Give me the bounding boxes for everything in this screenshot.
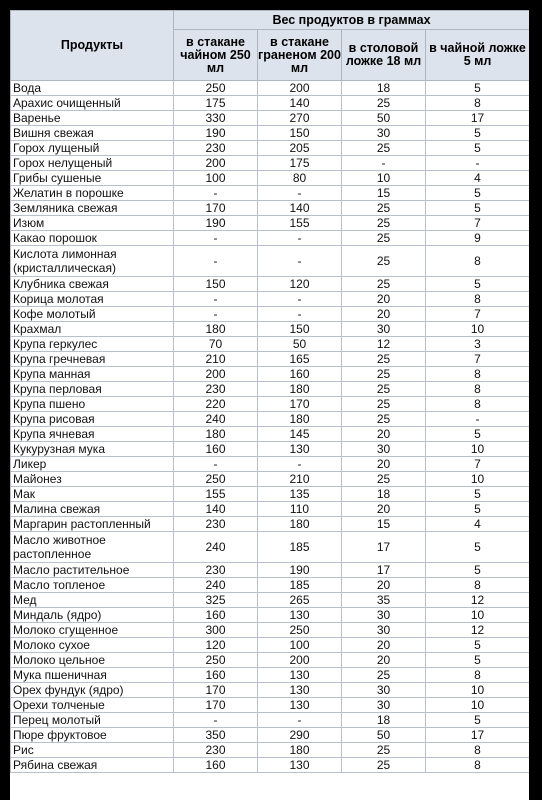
table-row bbox=[11, 487, 530, 502]
tea-glass-cell: 120 bbox=[174, 638, 258, 653]
teaspoon-cell: 7 bbox=[426, 457, 530, 472]
tablespoon-cell: 18 bbox=[342, 81, 426, 96]
product-name-cell: Молоко сгущенное bbox=[11, 623, 174, 638]
table-row bbox=[11, 502, 530, 517]
faceted-glass-cell: 140 bbox=[258, 201, 342, 216]
tea-glass-cell: 190 bbox=[174, 126, 258, 141]
teaspoon-cell: 17 bbox=[426, 111, 530, 126]
product-name-cell: Изюм bbox=[11, 216, 174, 231]
product-name-cell: Горох лущеный bbox=[11, 141, 174, 156]
tea-glass-cell: 170 bbox=[174, 201, 258, 216]
faceted-glass-cell: 130 bbox=[258, 668, 342, 683]
faceted-glass-cell: 130 bbox=[258, 608, 342, 623]
teaspoon-cell: 3 bbox=[426, 337, 530, 352]
teaspoon-cell: 5 bbox=[426, 487, 530, 502]
faceted-glass-cell: 200 bbox=[258, 81, 342, 96]
product-name-cell: Орехи толченые bbox=[11, 698, 174, 713]
faceted-glass-cell: 185 bbox=[258, 532, 342, 563]
teaspoon-cell: 12 bbox=[426, 593, 530, 608]
table-row bbox=[11, 186, 530, 201]
tea-glass-cell: - bbox=[174, 231, 258, 246]
tea-glass-cell: - bbox=[174, 246, 258, 277]
tea-glass-cell: - bbox=[174, 457, 258, 472]
tablespoon-cell: 25 bbox=[342, 382, 426, 397]
product-name-cell: Маргарин растопленный bbox=[11, 517, 174, 532]
tea-glass-cell: - bbox=[174, 307, 258, 322]
table-row bbox=[11, 683, 530, 698]
product-name-cell: Вишня свежая bbox=[11, 126, 174, 141]
teaspoon-cell: 5 bbox=[426, 563, 530, 578]
tablespoon-cell: 20 bbox=[342, 307, 426, 322]
teaspoon-cell: 7 bbox=[426, 352, 530, 367]
tea-glass-cell: 350 bbox=[174, 728, 258, 743]
teaspoon-cell: 8 bbox=[426, 292, 530, 307]
faceted-glass-cell: 270 bbox=[258, 111, 342, 126]
tea-glass-cell: 150 bbox=[174, 277, 258, 292]
product-name-cell: Рябина свежая bbox=[11, 758, 174, 773]
tablespoon-cell: 25 bbox=[342, 397, 426, 412]
table-row bbox=[11, 578, 530, 593]
product-name-cell: Ликер bbox=[11, 457, 174, 472]
faceted-glass-cell: - bbox=[258, 713, 342, 728]
faceted-glass-cell: 155 bbox=[258, 216, 342, 231]
table-row bbox=[11, 427, 530, 442]
faceted-glass-cell: 130 bbox=[258, 683, 342, 698]
table-row bbox=[11, 593, 530, 608]
tablespoon-cell: 30 bbox=[342, 698, 426, 713]
table-row bbox=[11, 367, 530, 382]
tea-glass-cell: - bbox=[174, 186, 258, 201]
product-name-cell: Масло растительное bbox=[11, 563, 174, 578]
faceted-glass-cell: 100 bbox=[258, 638, 342, 653]
product-name-cell: Желатин в порошке bbox=[11, 186, 174, 201]
tea-glass-cell: 250 bbox=[174, 653, 258, 668]
tablespoon-cell: 25 bbox=[342, 352, 426, 367]
tea-glass-cell: 100 bbox=[174, 171, 258, 186]
table-row bbox=[11, 442, 530, 457]
header-products: Продукты bbox=[11, 11, 174, 81]
teaspoon-cell: 8 bbox=[426, 758, 530, 773]
faceted-glass-cell: 205 bbox=[258, 141, 342, 156]
product-name-cell: Крахмал bbox=[11, 322, 174, 337]
teaspoon-cell: 5 bbox=[426, 713, 530, 728]
tea-glass-cell: 230 bbox=[174, 743, 258, 758]
teaspoon-cell: 10 bbox=[426, 683, 530, 698]
product-name-cell: Крупа перловая bbox=[11, 382, 174, 397]
table-row bbox=[11, 397, 530, 412]
tablespoon-cell: 30 bbox=[342, 683, 426, 698]
teaspoon-cell: 4 bbox=[426, 517, 530, 532]
faceted-glass-cell: 150 bbox=[258, 126, 342, 141]
tablespoon-cell: 20 bbox=[342, 502, 426, 517]
faceted-glass-cell: 130 bbox=[258, 698, 342, 713]
table-row bbox=[11, 517, 530, 532]
tablespoon-cell: 25 bbox=[342, 412, 426, 427]
tea-glass-cell: 170 bbox=[174, 683, 258, 698]
tablespoon-cell: 25 bbox=[342, 246, 426, 277]
tablespoon-cell: 18 bbox=[342, 713, 426, 728]
tea-glass-cell: 210 bbox=[174, 352, 258, 367]
table-row bbox=[11, 638, 530, 653]
tablespoon-cell: 25 bbox=[342, 743, 426, 758]
product-name-cell: Майонез bbox=[11, 472, 174, 487]
table-row bbox=[11, 623, 530, 638]
tea-glass-cell: 220 bbox=[174, 397, 258, 412]
teaspoon-cell: 8 bbox=[426, 743, 530, 758]
teaspoon-cell: 5 bbox=[426, 653, 530, 668]
tablespoon-cell: 18 bbox=[342, 487, 426, 502]
teaspoon-cell: 8 bbox=[426, 382, 530, 397]
product-name-cell: Пюре фруктовое bbox=[11, 728, 174, 743]
faceted-glass-cell: 140 bbox=[258, 96, 342, 111]
table-row bbox=[11, 457, 530, 472]
tea-glass-cell: 240 bbox=[174, 412, 258, 427]
product-name-cell: Корица молотая bbox=[11, 292, 174, 307]
table-row bbox=[11, 231, 530, 246]
product-name-cell: Молоко цельное bbox=[11, 653, 174, 668]
tablespoon-cell: 30 bbox=[342, 442, 426, 457]
product-name-cell: Рис bbox=[11, 743, 174, 758]
table-row bbox=[11, 292, 530, 307]
product-name-cell: Крупа гречневая bbox=[11, 352, 174, 367]
table-row bbox=[11, 126, 530, 141]
product-name-cell: Миндаль (ядро) bbox=[11, 608, 174, 623]
tablespoon-cell: 20 bbox=[342, 427, 426, 442]
table-row bbox=[11, 111, 530, 126]
table-row bbox=[11, 337, 530, 352]
faceted-glass-cell: 190 bbox=[258, 563, 342, 578]
teaspoon-cell: 10 bbox=[426, 608, 530, 623]
teaspoon-cell: 5 bbox=[426, 277, 530, 292]
tablespoon-cell: 15 bbox=[342, 186, 426, 201]
tablespoon-cell: 20 bbox=[342, 578, 426, 593]
table-row bbox=[11, 171, 530, 186]
tea-glass-cell: 240 bbox=[174, 532, 258, 563]
tea-glass-cell: 300 bbox=[174, 623, 258, 638]
teaspoon-cell: 9 bbox=[426, 231, 530, 246]
table-row bbox=[11, 728, 530, 743]
product-name-cell: Вода bbox=[11, 81, 174, 96]
header-weight-group: Вес продуктов в граммах bbox=[174, 11, 530, 30]
tablespoon-cell: 35 bbox=[342, 593, 426, 608]
header-tea-glass: в стакане чайном 250 мл bbox=[174, 30, 258, 81]
product-name-cell: Крупа манная bbox=[11, 367, 174, 382]
teaspoon-cell: 5 bbox=[426, 532, 530, 563]
product-weights-table bbox=[10, 10, 529, 773]
faceted-glass-cell: 180 bbox=[258, 412, 342, 427]
table-row bbox=[11, 698, 530, 713]
faceted-glass-cell: 180 bbox=[258, 382, 342, 397]
document-frame bbox=[10, 10, 529, 800]
tablespoon-cell: 50 bbox=[342, 111, 426, 126]
tea-glass-cell: 155 bbox=[174, 487, 258, 502]
product-name-cell: Мед bbox=[11, 593, 174, 608]
tea-glass-cell: 230 bbox=[174, 141, 258, 156]
faceted-glass-cell: - bbox=[258, 307, 342, 322]
faceted-glass-cell: 265 bbox=[258, 593, 342, 608]
faceted-glass-cell: - bbox=[258, 292, 342, 307]
teaspoon-cell: 4 bbox=[426, 171, 530, 186]
teaspoon-cell: - bbox=[426, 156, 530, 171]
tablespoon-cell: 17 bbox=[342, 532, 426, 563]
tablespoon-cell: 17 bbox=[342, 563, 426, 578]
tea-glass-cell: 170 bbox=[174, 698, 258, 713]
table-row bbox=[11, 472, 530, 487]
product-name-cell: Клубника свежая bbox=[11, 277, 174, 292]
product-name-cell: Масло животное растопленное bbox=[11, 532, 174, 563]
tea-glass-cell: 230 bbox=[174, 382, 258, 397]
product-name-cell: Крупа рисовая bbox=[11, 412, 174, 427]
faceted-glass-cell: - bbox=[258, 246, 342, 277]
product-name-cell: Масло топленое bbox=[11, 578, 174, 593]
faceted-glass-cell: 135 bbox=[258, 487, 342, 502]
faceted-glass-cell: 50 bbox=[258, 337, 342, 352]
product-name-cell: Мука пшеничная bbox=[11, 668, 174, 683]
table-row bbox=[11, 743, 530, 758]
tablespoon-cell: 25 bbox=[342, 216, 426, 231]
table-row bbox=[11, 713, 530, 728]
faceted-glass-cell: - bbox=[258, 186, 342, 201]
tablespoon-cell: 30 bbox=[342, 322, 426, 337]
teaspoon-cell: - bbox=[426, 412, 530, 427]
teaspoon-cell: 5 bbox=[426, 126, 530, 141]
teaspoon-cell: 8 bbox=[426, 367, 530, 382]
table-row bbox=[11, 277, 530, 292]
product-name-cell: Молоко сухое bbox=[11, 638, 174, 653]
teaspoon-cell: 10 bbox=[426, 442, 530, 457]
product-name-cell: Грибы сушеные bbox=[11, 171, 174, 186]
teaspoon-cell: 10 bbox=[426, 472, 530, 487]
table-row bbox=[11, 653, 530, 668]
tablespoon-cell: 25 bbox=[342, 668, 426, 683]
tea-glass-cell: 240 bbox=[174, 578, 258, 593]
header-faceted-glass: в стакане граненом 200 мл bbox=[258, 30, 342, 81]
faceted-glass-cell: 130 bbox=[258, 758, 342, 773]
faceted-glass-cell: 145 bbox=[258, 427, 342, 442]
tea-glass-cell: 200 bbox=[174, 367, 258, 382]
teaspoon-cell: 8 bbox=[426, 246, 530, 277]
faceted-glass-cell: 185 bbox=[258, 578, 342, 593]
tea-glass-cell: 325 bbox=[174, 593, 258, 608]
product-name-cell: Горох нелущеный bbox=[11, 156, 174, 171]
table-row bbox=[11, 246, 530, 277]
tea-glass-cell: 250 bbox=[174, 472, 258, 487]
teaspoon-cell: 12 bbox=[426, 623, 530, 638]
table-row bbox=[11, 412, 530, 427]
teaspoon-cell: 8 bbox=[426, 578, 530, 593]
product-name-cell: Какао порошок bbox=[11, 231, 174, 246]
tablespoon-cell: 25 bbox=[342, 141, 426, 156]
tea-glass-cell: 250 bbox=[174, 81, 258, 96]
table-row bbox=[11, 382, 530, 397]
product-name-cell: Малина свежая bbox=[11, 502, 174, 517]
product-name-cell: Арахис очищенный bbox=[11, 96, 174, 111]
faceted-glass-cell: 175 bbox=[258, 156, 342, 171]
tea-glass-cell: 140 bbox=[174, 502, 258, 517]
teaspoon-cell: 17 bbox=[426, 728, 530, 743]
faceted-glass-cell: 250 bbox=[258, 623, 342, 638]
tea-glass-cell: 160 bbox=[174, 758, 258, 773]
tea-glass-cell: 230 bbox=[174, 563, 258, 578]
tea-glass-cell: 330 bbox=[174, 111, 258, 126]
teaspoon-cell: 5 bbox=[426, 502, 530, 517]
faceted-glass-cell: - bbox=[258, 231, 342, 246]
tea-glass-cell: 160 bbox=[174, 608, 258, 623]
tea-glass-cell: 200 bbox=[174, 156, 258, 171]
table-row bbox=[11, 156, 530, 171]
tablespoon-cell: 30 bbox=[342, 623, 426, 638]
tea-glass-cell: - bbox=[174, 713, 258, 728]
teaspoon-cell: 5 bbox=[426, 186, 530, 201]
tablespoon-cell: 25 bbox=[342, 277, 426, 292]
tablespoon-cell: 50 bbox=[342, 728, 426, 743]
tea-glass-cell: 230 bbox=[174, 517, 258, 532]
header-tablespoon: в столовой ложке 18 мл bbox=[342, 30, 426, 81]
faceted-glass-cell: 120 bbox=[258, 277, 342, 292]
tablespoon-cell: 10 bbox=[342, 171, 426, 186]
tablespoon-cell: 12 bbox=[342, 337, 426, 352]
teaspoon-cell: 5 bbox=[426, 201, 530, 216]
teaspoon-cell: 8 bbox=[426, 96, 530, 111]
product-name-cell: Орех фундук (ядро) bbox=[11, 683, 174, 698]
tablespoon-cell: 25 bbox=[342, 96, 426, 111]
product-name-cell: Крупа геркулес bbox=[11, 337, 174, 352]
teaspoon-cell: 7 bbox=[426, 307, 530, 322]
table-row bbox=[11, 201, 530, 216]
tablespoon-cell: 20 bbox=[342, 457, 426, 472]
tablespoon-cell: 25 bbox=[342, 472, 426, 487]
teaspoon-cell: 8 bbox=[426, 397, 530, 412]
faceted-glass-cell: 180 bbox=[258, 517, 342, 532]
faceted-glass-cell: 150 bbox=[258, 322, 342, 337]
faceted-glass-cell: 165 bbox=[258, 352, 342, 367]
table-body bbox=[11, 81, 530, 773]
product-name-cell: Кофе молотый bbox=[11, 307, 174, 322]
table-row bbox=[11, 758, 530, 773]
tablespoon-cell: 25 bbox=[342, 367, 426, 382]
tea-glass-cell: 180 bbox=[174, 322, 258, 337]
table-row bbox=[11, 141, 530, 156]
teaspoon-cell: 8 bbox=[426, 668, 530, 683]
tea-glass-cell: 180 bbox=[174, 427, 258, 442]
tea-glass-cell: 175 bbox=[174, 96, 258, 111]
product-name-cell: Перец молотый bbox=[11, 713, 174, 728]
table-row bbox=[11, 322, 530, 337]
faceted-glass-cell: 200 bbox=[258, 653, 342, 668]
table-row bbox=[11, 608, 530, 623]
faceted-glass-cell: 110 bbox=[258, 502, 342, 517]
faceted-glass-cell: 160 bbox=[258, 367, 342, 382]
product-name-cell: Крупа пшено bbox=[11, 397, 174, 412]
tablespoon-cell: 20 bbox=[342, 638, 426, 653]
faceted-glass-cell: 210 bbox=[258, 472, 342, 487]
product-name-cell: Варенье bbox=[11, 111, 174, 126]
tablespoon-cell: 25 bbox=[342, 201, 426, 216]
product-name-cell: Крупа ячневая bbox=[11, 427, 174, 442]
table-row bbox=[11, 668, 530, 683]
product-name-cell: Мак bbox=[11, 487, 174, 502]
table-row bbox=[11, 96, 530, 111]
tea-glass-cell: - bbox=[174, 292, 258, 307]
tablespoon-cell: 15 bbox=[342, 517, 426, 532]
product-name-cell: Кукурузная мука bbox=[11, 442, 174, 457]
table-row bbox=[11, 81, 530, 96]
product-name-cell: Земляника свежая bbox=[11, 201, 174, 216]
tea-glass-cell: 160 bbox=[174, 442, 258, 457]
teaspoon-cell: 5 bbox=[426, 81, 530, 96]
faceted-glass-cell: 80 bbox=[258, 171, 342, 186]
faceted-glass-cell: - bbox=[258, 457, 342, 472]
tea-glass-cell: 160 bbox=[174, 668, 258, 683]
tablespoon-cell: 25 bbox=[342, 231, 426, 246]
table-row bbox=[11, 307, 530, 322]
faceted-glass-cell: 290 bbox=[258, 728, 342, 743]
faceted-glass-cell: 180 bbox=[258, 743, 342, 758]
product-name-cell: Кислота лимонная (кристаллическая) bbox=[11, 246, 174, 277]
faceted-glass-cell: 130 bbox=[258, 442, 342, 457]
tablespoon-cell: 30 bbox=[342, 126, 426, 141]
table-row bbox=[11, 532, 530, 563]
tea-glass-cell: 190 bbox=[174, 216, 258, 231]
teaspoon-cell: 5 bbox=[426, 638, 530, 653]
tablespoon-cell: 30 bbox=[342, 608, 426, 623]
header-teaspoon: в чайной ложке 5 мл bbox=[426, 30, 530, 81]
teaspoon-cell: 10 bbox=[426, 698, 530, 713]
table-row bbox=[11, 563, 530, 578]
faceted-glass-cell: 170 bbox=[258, 397, 342, 412]
teaspoon-cell: 5 bbox=[426, 427, 530, 442]
tablespoon-cell: 20 bbox=[342, 653, 426, 668]
tablespoon-cell: 25 bbox=[342, 758, 426, 773]
tablespoon-cell: - bbox=[342, 156, 426, 171]
teaspoon-cell: 10 bbox=[426, 322, 530, 337]
tea-glass-cell: 70 bbox=[174, 337, 258, 352]
teaspoon-cell: 5 bbox=[426, 141, 530, 156]
table-row bbox=[11, 216, 530, 231]
table-row bbox=[11, 352, 530, 367]
tablespoon-cell: 20 bbox=[342, 292, 426, 307]
teaspoon-cell: 7 bbox=[426, 216, 530, 231]
